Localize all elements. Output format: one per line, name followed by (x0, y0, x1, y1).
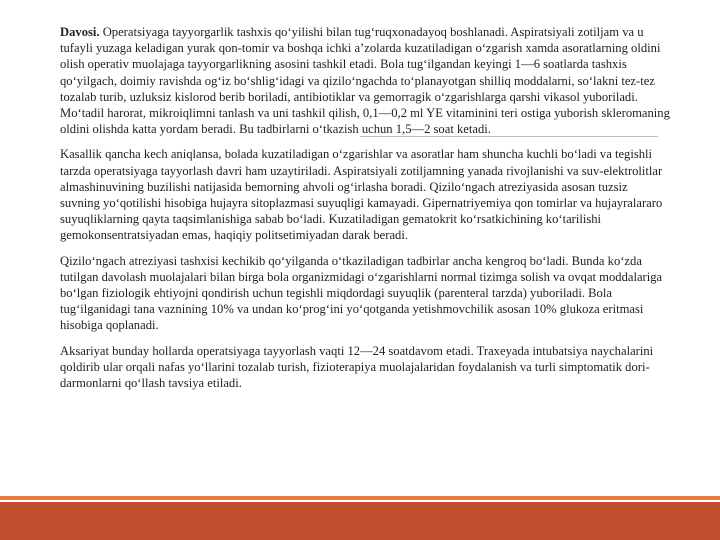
paragraph-text: Qizilo‘ngach atreziyasi tashxisi kechikib qo‘yilganda o‘tkaziladigan tadbirlar ancha kengroq bo‘ladi. Bunda ko‘zda tutilgan davolash muolajalari bilan birga bola organizmidagi o‘zgarishlarni normal tizimga solish va ovqat moddalariga bo‘lgan fiziologik ehtiyojni qondirish uchun tegishli miqdordagi suyuqlik (parenteral tarzda) yuboriladi. Bola tug‘ilganidagi tana vaznining 10% va undan ko‘prog‘ini yo‘qotganda yetishmovchilik asosan 10% glukoza eritmasi hisobiga qoplanadi. (60, 253, 663, 333)
footer-accent-line (0, 496, 720, 500)
paragraph-treatment (60, 24, 670, 137)
horizontal-rule (360, 136, 658, 137)
paragraph-late-diagnosis (60, 146, 670, 243)
slide-body (60, 24, 670, 400)
paragraph-lead-heading: Davosi. (60, 25, 100, 39)
footer-bar (0, 502, 720, 540)
paragraph-text: Kasallik qancha kech aniqlansa, bolada kuzatiladigan o‘zgarishlar va asoratlar ham shuncha kuchli bo‘ladi va tegishli tarzda operatsiyaga tayyorlash davri ham uzaytiriladi. Aspiratsiyali zotiljamning yanada rivojlanishi va suv-elektrolitlar almashinuvining buzilishi natijasida bemorning ahvoli og‘irlasha boradi. Qizilo‘ngach atreziyasida asosan tuzsiz suvning yo‘qotilishi hisobiga hujayra sitoplazmasi suyuqligi kamayadi. Gipernatriyemiya qon tomirlar va hujayralararo suyuqliklarning qayta taqsimlanishiga sabab bo‘ladi. Kuzatiladigan gematokrit ko‘rsatkichining ko‘tarilishi gemokonsentratsiyadan emas, haqiqiy politsetimiyadan darak beradi. (60, 147, 663, 243)
paragraph-delayed-measures (60, 253, 670, 334)
paragraph-preparation-time (60, 343, 670, 392)
paragraph-text: Operatsiyaga tayyorgarlik tashxis qo‘yilishi bilan tug‘ruqxonadayoq boshlanadi. Aspiratsiyali zotiljam va u tufayli yuzaga keladigan yurak qon-tomir va boshqa ichki a’zolarda kuzatiladigan o‘zgarish xamda asoratlarning oldini olish operativ muolajaga tayyorgarlikning asosini tashkil etadi. Bola tug‘ilgandan keyingi 1—6 soatlarda tashxis qo‘yilgach, doimiy ravishda og‘iz bo‘shlig‘idagi va qizilo‘ngachda to‘planayotgan shilliq moddalarni, so‘lakni tez-tez tozalab turib, uzluksiz kislorod berib boriladi, antibiotiklar va gemorragik o‘zgarishlarga qarshi vikasol yuboriladi. Mo‘tadil harorat, mikroiqlimni tanlash va uni tashkil qilish, 0,1—0,2 ml YE vitaminini teri ostiga yuborish skleromaning oldini olishda katta yordam beradi. Bu tadbirlarni o‘tkazish uchun 1,5—2 soat ketadi. (60, 25, 670, 137)
paragraph-text: Aksariyat bunday hollarda operatsiyaga tayyorlash vaqti 12—24 soatdavom etadi. Traxeyada intubatsiya naychalarini qoldirib ular orqali nafas yo‘llarini tozalab turish, fizioterapiya muolajalaridan foydalanish va turli simptomatik dori-darmonlarni qo‘llash tavsiya etiladi. (60, 343, 654, 391)
